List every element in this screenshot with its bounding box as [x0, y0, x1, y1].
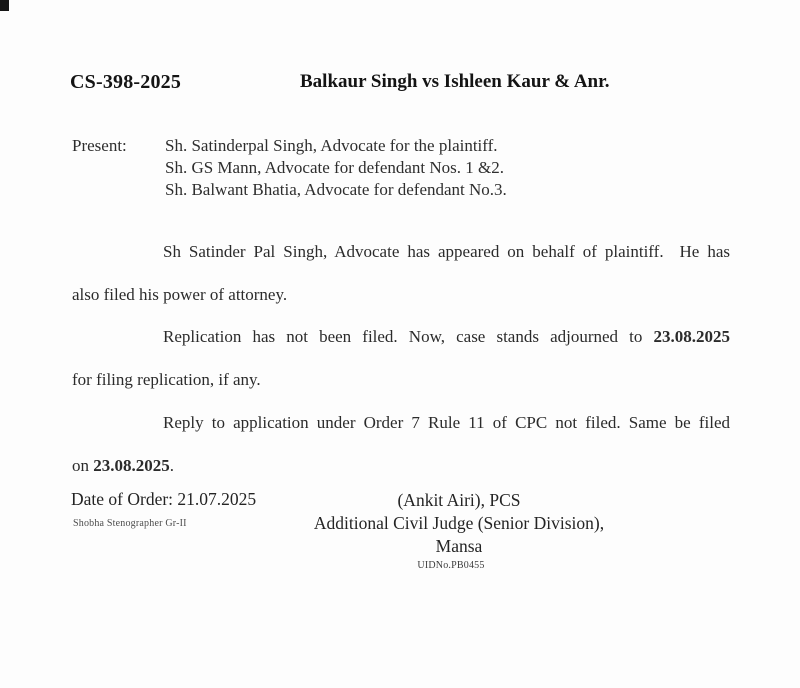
filing-date: 23.08.2025 [93, 455, 170, 475]
judge-station: Mansa [435, 536, 483, 557]
body-text: Sh Satinder Pal Singh, Advocate has appeared on behalf of plaintiff. He has [163, 242, 730, 261]
body-line-4 [72, 359, 730, 402]
judge-designation: Additional Civil Judge (Senior Division), [313, 513, 605, 534]
signature-block [306, 489, 612, 559]
advocate-entry-defendant-1-2: Sh. GS Mann, Advocate for defendant Nos. 1 &2. [165, 158, 505, 177]
case-number: CS-398-2025 [70, 71, 182, 93]
judge-name: (Ankit Airi), PCS [397, 490, 521, 510]
uid-number: UIDNo.PB0455 [417, 560, 485, 571]
present-section [72, 135, 507, 201]
order-body [72, 231, 730, 487]
advocate-list [165, 135, 507, 201]
body-text: . [169, 455, 174, 475]
date-of-order: Date of Order: 21.07.2025 [71, 489, 257, 509]
body-text: for filing replication, if any. [72, 370, 261, 390]
scan-corner-artifact [0, 0, 9, 11]
body-line-6 [72, 445, 730, 488]
body-line-1 [72, 231, 730, 274]
body-text: Replication has not been filed. Now, case stands adjourned to [163, 327, 654, 347]
present-label: Present: [72, 136, 127, 155]
advocate-entry-plaintiff: Sh. Satinderpal Singh, Advocate for the plaintiff. [165, 136, 498, 155]
body-text: Reply to application under Order 7 Rule 11 of CPC not filed. Same be filed [163, 412, 730, 432]
body-line-5 [72, 402, 730, 445]
body-text: also filed his power of attorney. [72, 284, 288, 304]
adjourned-date: 23.08.2025 [653, 327, 730, 347]
body-line-3 [72, 316, 730, 359]
body-line-2 [72, 274, 730, 317]
advocate-entry-defendant-3: Sh. Balwant Bhatia, Advocate for defendant No.3. [165, 180, 507, 199]
body-text: on [72, 455, 94, 475]
case-title: Balkaur Singh vs Ishleen Kaur & Anr. [300, 71, 610, 92]
stenographer-note: Shobha Stenographer Gr-II [73, 518, 187, 529]
